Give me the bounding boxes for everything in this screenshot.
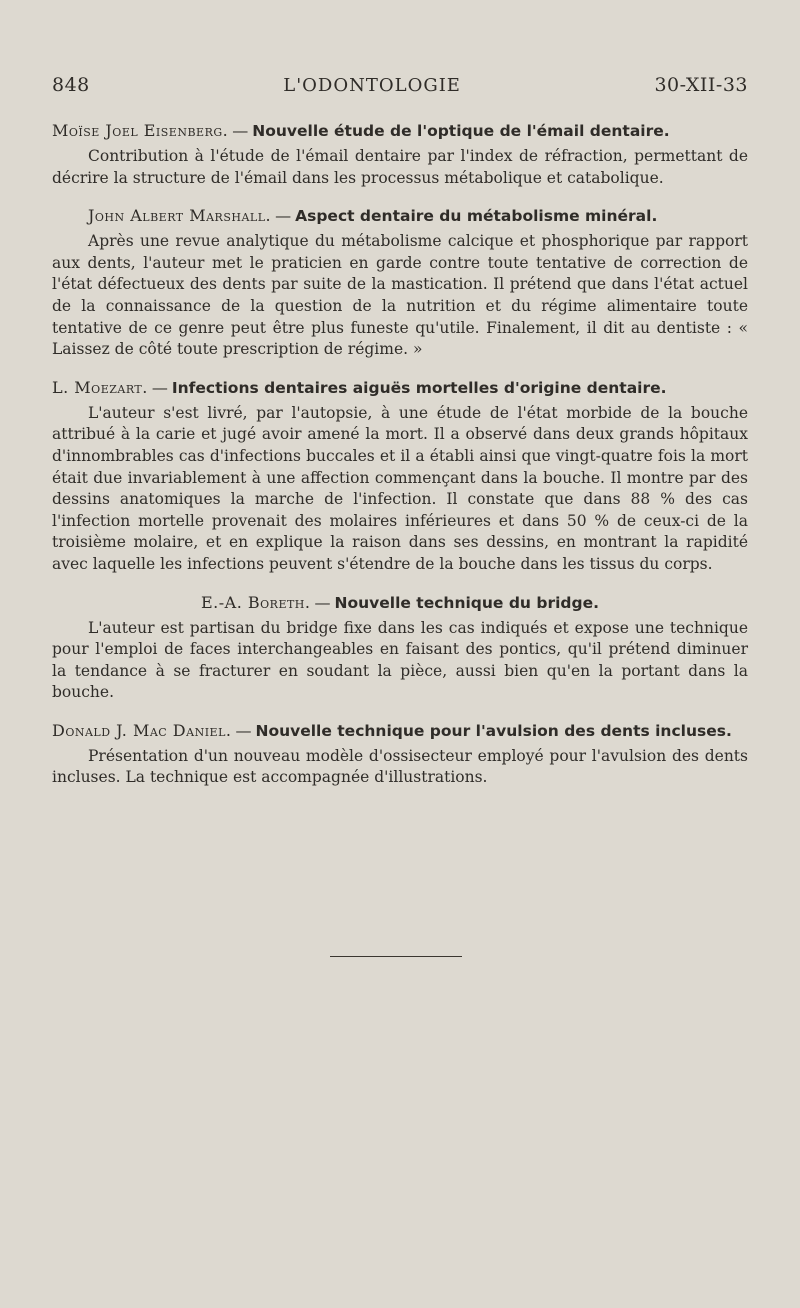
entry-boreth: [52, 592, 748, 704]
entry-separator: —: [232, 121, 249, 140]
entry-title: Nouvelle étude de l'optique de l'émail dentaire.: [252, 122, 670, 140]
entry-separator: —: [275, 206, 292, 226]
entry-body: Présentation d'un nouveau modèle d'ossisecteur employé pour l'avulsion des dents incluses. La technique est accompagnée d'illustrations.: [52, 746, 748, 787]
journal-title: L'ODONTOLOGIE: [283, 75, 461, 96]
entry-separator: —: [151, 377, 168, 397]
entry-moezart: [52, 377, 748, 576]
entry-heading: [52, 592, 748, 614]
entry-body: L'auteur s'est livré, par l'autopsie, à une étude de l'état morbide de la bouche attribué à la carie et jugé avoir amené la mort. Il a observé dans deux grands hôpitaux d'innombrables cas d'infections buccales et il a établi ainsi que vingt-quatre fois la mort était due invariablement à une affection commençant dans la bouche. Il montre par des dessins anatomiques la marche de l'infection. Il constate que dans 88 % des cas l'infection mortelle provenait des molaires inférieures et dans 50 % de ceux-ci de la troisième molaire, et en explique la raison dans ses dessins, en montrant la rapidité avec laquelle les infections peuvent s'étendre de la bouche dans les tissus du corps.: [52, 403, 748, 573]
entry-title: Aspect dentaire du métabolisme minéral.: [295, 207, 658, 226]
entry-author: John Albert Marshall.: [88, 206, 272, 226]
entry-body: Contribution à l'étude de l'émail dentaire par l'index de réfraction, permettant de décrire la structure de l'émail dans les processus métabolique et catabolique.: [52, 147, 748, 187]
entry-author: Moïse Joel Eisenberg.: [52, 121, 229, 140]
end-rule: [330, 956, 462, 957]
page-number: 848: [52, 74, 90, 96]
entry-heading: [52, 120, 748, 142]
entry-title: Nouvelle technique pour l'avulsion des dents incluses.: [255, 721, 732, 740]
entry-heading: [52, 720, 748, 742]
entry-heading: [52, 205, 748, 227]
entry-separator: —: [235, 720, 252, 740]
entry-author: L. Moezart.: [52, 377, 148, 397]
entry-author: Donald J. Mac Daniel.: [52, 720, 232, 740]
entry-eisenberg: [52, 120, 748, 189]
entry-author: E.-A. Boreth.: [200, 592, 311, 612]
entry-body: L'auteur est partisan du bridge fixe dans les cas indiqués et expose une technique pour l'emploi de faces interchangeables en faisant des pontics, qu'il prétend diminuer la tendance à se fracturer en soudant la pièce, aussi bien qu'en la portant dans la bouche.: [52, 618, 748, 702]
entry-body: Après une revue analytique du métabolisme calcique et phosphorique par rapport aux dents, l'auteur met le praticien en garde contre toute tentative de correction de l'état défectueux des dents par suite de la mastication. Il prétend que dans l'état actuel de la connaissance de la question de la nutrition et du régime alimentaire toute tentative de ce genre peut être plus funeste qu'utile. Finalement, il dit au dentiste : « Laissez de côté toute prescription de régime. »: [52, 232, 748, 359]
entry-mac-daniel: [52, 720, 748, 789]
entry-title: Nouvelle technique du bridge.: [334, 593, 600, 612]
entry-separator: —: [314, 592, 331, 612]
running-head: [52, 74, 748, 96]
issue-date: 30-XII-33: [654, 74, 748, 96]
entry-marshall: [52, 205, 748, 361]
entry-heading: [52, 377, 748, 399]
entry-title: Infections dentaires aiguës mortelles d'origine dentaire.: [171, 378, 667, 397]
